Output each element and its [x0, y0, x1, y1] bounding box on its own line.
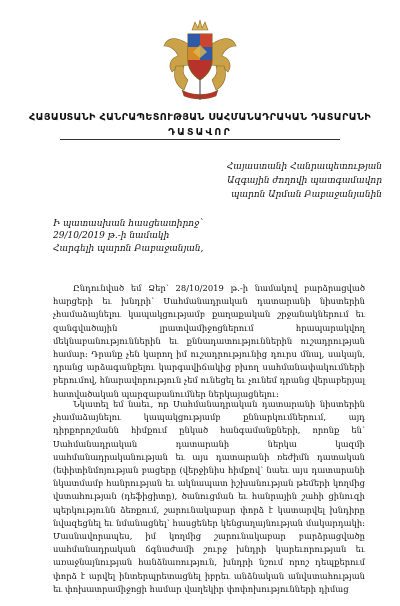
recipient-block [200, 160, 382, 202]
reference-line: 29/10/2019 թ.-ի նամակի [53, 231, 170, 241]
recipient-line: Ազգային ժողովի պատգամավոր [227, 176, 382, 186]
reference-line: Ի պատասխան հասցեատիրոջ` [53, 219, 204, 229]
organization-subtitle: ԴԱՏԱՎՈՐ [168, 127, 232, 138]
body-paragraph: Ընդունված եմ Ձեր՝ 28/10/2019 թ.-ի նամակով բարձրացված հարցերի եւ խնդրի՝ Սահմանադրական դատարանի նիստերին չհամաձայնելու կապակցությամբ քաղաքական շրջանակներում եւ զանգվածային լրատվամիջոցներում հրապարակվող մեկնաբանություններին եւ քննադատություններին ուշադրության համար: Դրանք չեն կարող իմ ուշադրությունից դուրս մնալ, սակայն, դրանց արձագանքելու կարգավիճակից բխող սահմանափակումների բերումով, հնարավորություն չեմ ունեցել եւ չունեմ դրանց վերաբերյալ հատվածական պարզաբանումներ ներկայացնելու: [53, 283, 365, 399]
header-divider [60, 139, 340, 140]
reference-block [53, 218, 204, 242]
organization-name: ՀԱՅԱՍՏԱՆԻ ՀԱՆՐԱՊԵՏՈՒԹՅԱՆ ՍԱՀՄԱՆԱԴՐԱԿԱՆ ԴԱՏԱՐԱՆԻ [29, 112, 371, 123]
recipient-line: պարոն Արման Բաբաջանյանին [231, 190, 382, 200]
recipient-line: Հայաստանի Հանրապետության [226, 162, 382, 172]
coat-of-arms-icon [162, 16, 238, 102]
salutation: Հարգելի պարոն Բաբաջանյան, [53, 244, 204, 254]
body-paragraph: Նկատել եմ նաեւ, որ Սահմանադրական դատարանի նիստերին չհամաձայնելու կապակցությամբ քննարկումներում, այդ դիրքորոշմանն հիմքում ընկած հանգամանքների, որոնք են՝ Սահմանադրական դատարանի ներկա կազմի սահմանադրականության եւ այս դատարանի ռեժիմն դատական (եփիտինմոյության բացերը (վերջինիս հիմքով՝ նաեւ այս դատարանի նկատմամբ հանրության եւ ակնապատ իշխանության թեմերի կողմից վստահության (դեֆիցիտը), ծանուցման եւ հանրային շահի ցինուզի պերկությունն ձեռքում, շարունակաբար փորձ է կատարվել խնդիրը նվազեցնել եւ նմանացնել՝ հասցեներ կենցաղայնության մակարդակի: Մասնավորապես, իմ կողմից շարունակաբար բարձրացվածը սահմանադրական ճգնաժամի շուրջ խնդրի կարեւորության եւ առաջնայնության հանձնառություն, խնդրի նշում որոշ դեպքերում փորձ է արվել ինտերպրետացնել իբրեւ անձնական անվստահության եւ փոխատրամիջոցի համար վաղեկիր փոփոխությունների դիմաց [53, 399, 365, 594]
